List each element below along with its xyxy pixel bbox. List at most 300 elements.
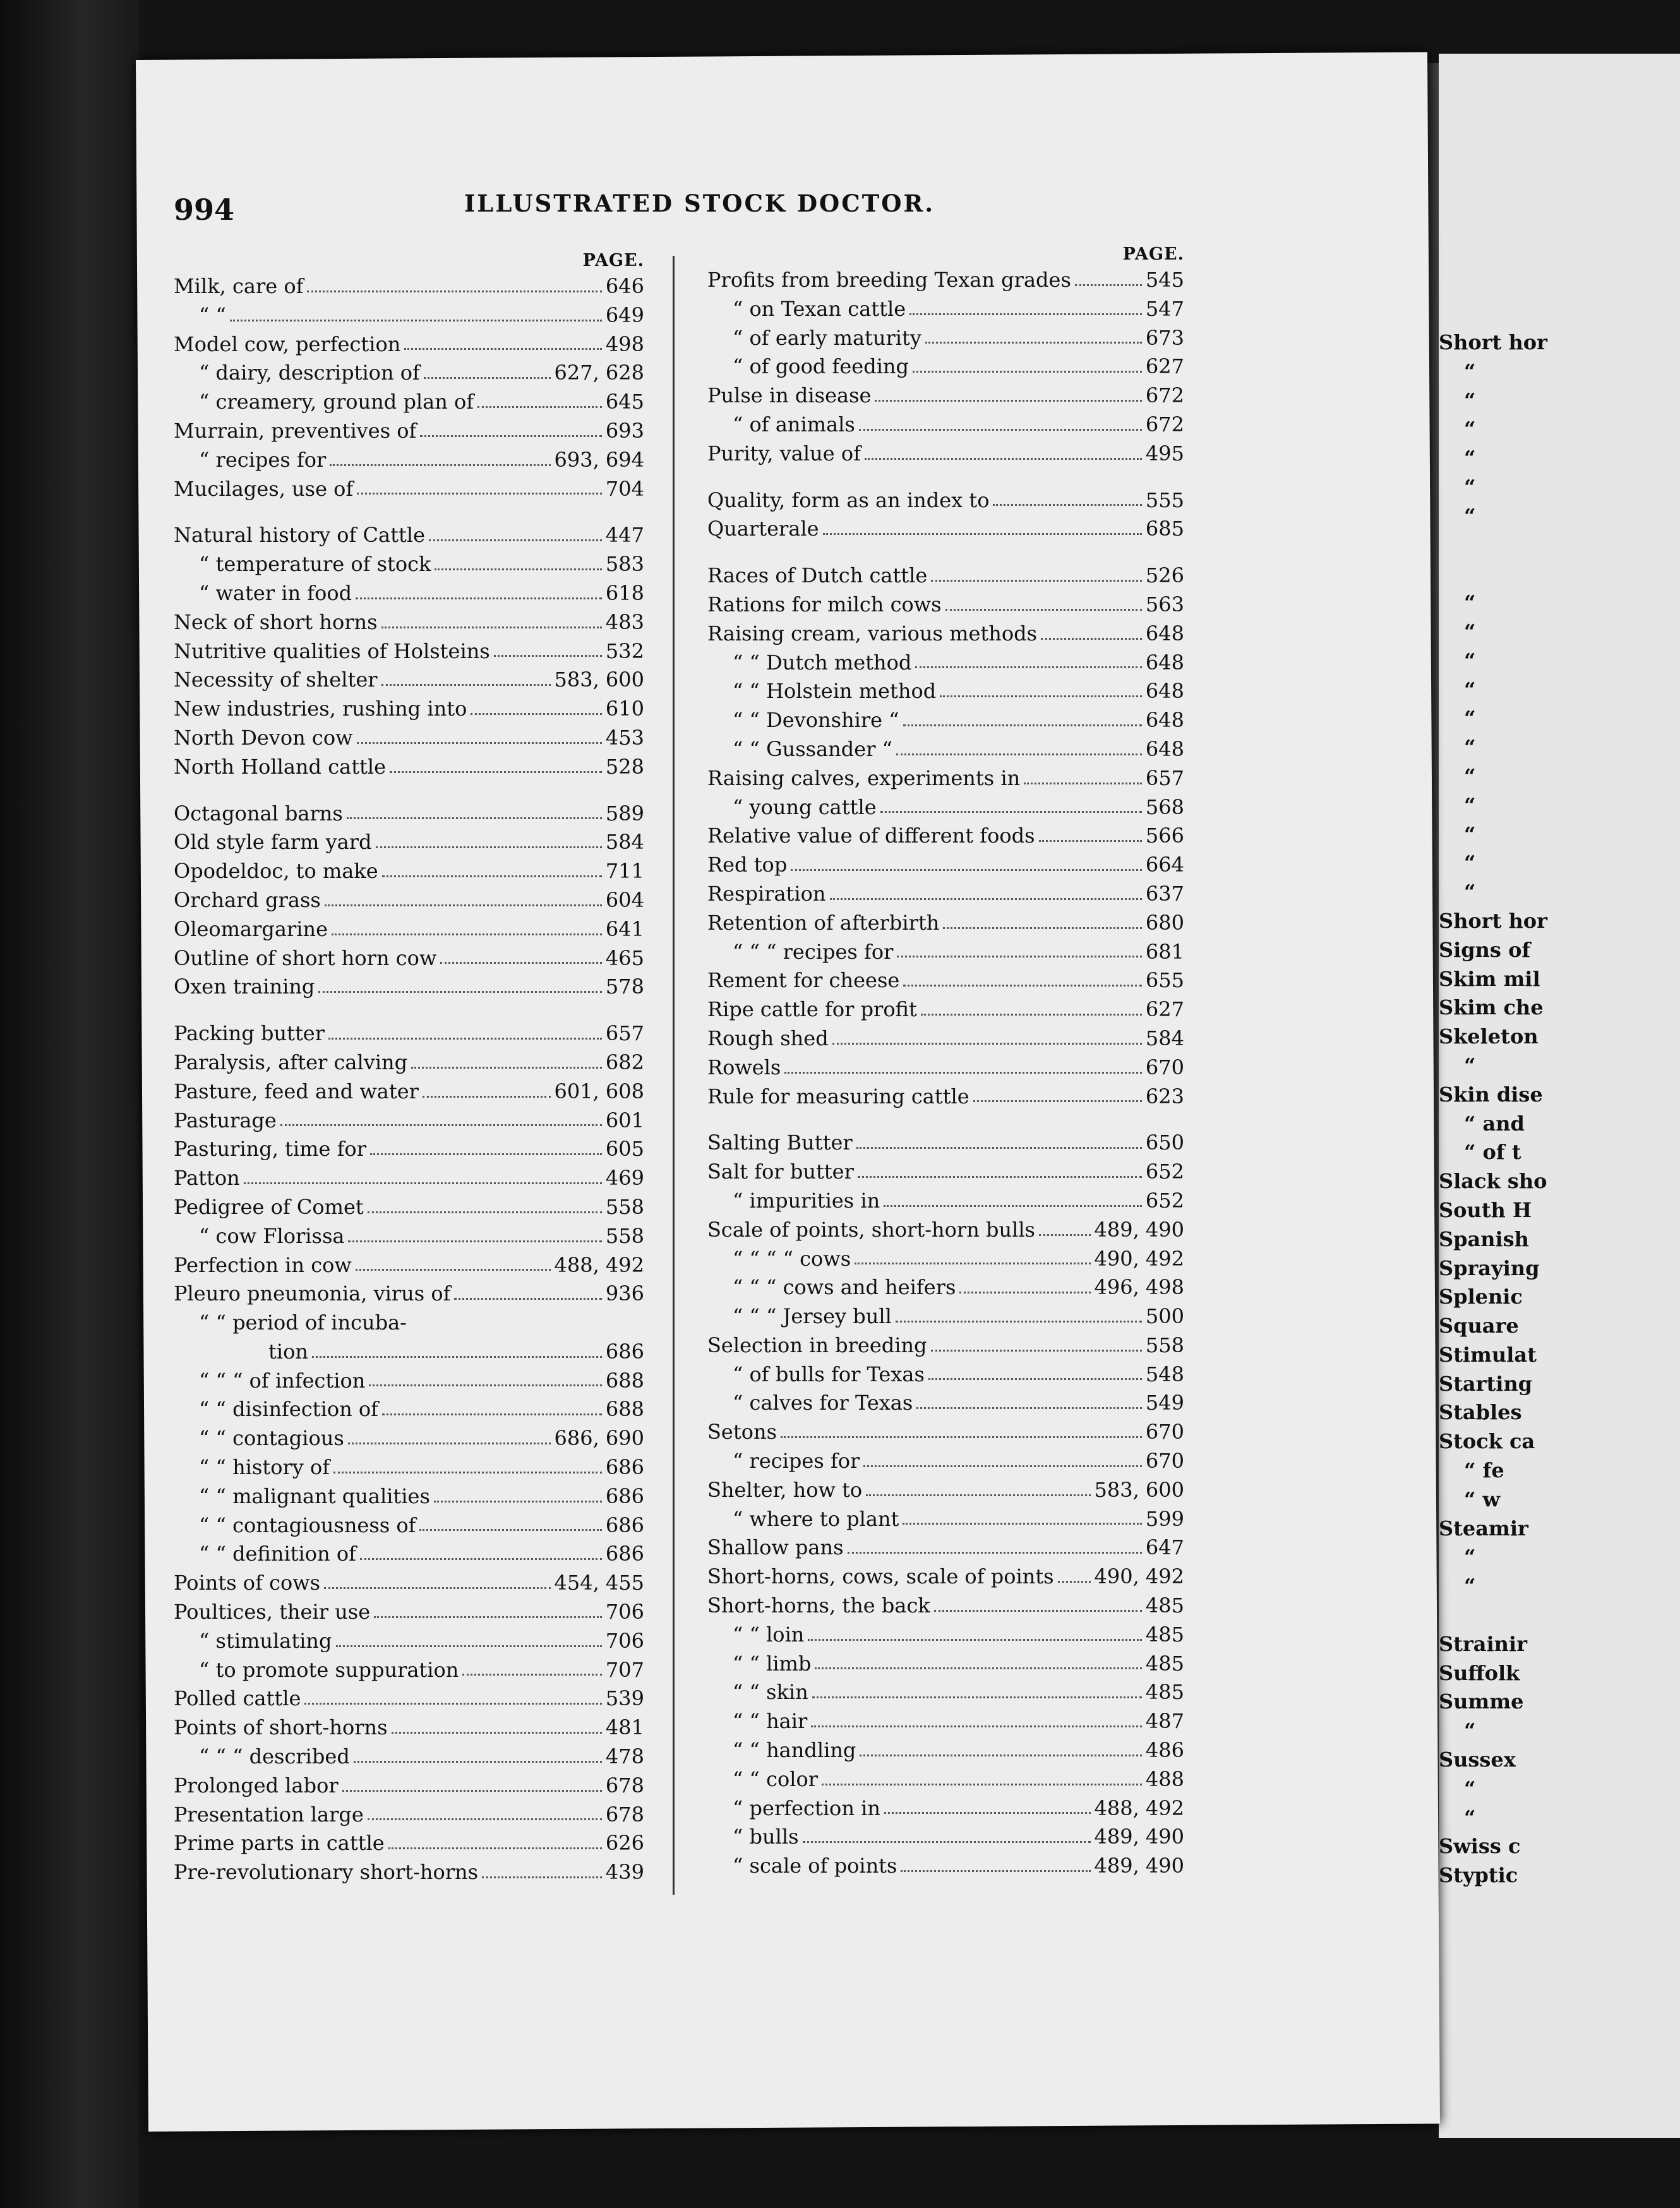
facing-page-fragment: “ <box>1464 503 1476 528</box>
entry-text: Presentation large <box>174 1802 364 1827</box>
index-entry <box>707 295 1184 324</box>
entry-text: “ “ “ recipes for <box>733 939 894 964</box>
dot-leader <box>832 1024 1142 1045</box>
index-entry <box>707 851 1184 880</box>
entry-page-number: 488, 492 <box>554 1252 644 1277</box>
entry-page-number: 547 <box>1145 296 1184 321</box>
index-entry <box>174 1424 644 1453</box>
dot-leader <box>903 966 1142 987</box>
entry-text: “ “ “ described <box>199 1744 350 1769</box>
index-entry <box>174 1164 644 1193</box>
dot-leader <box>856 1129 1142 1149</box>
dot-leader <box>347 800 602 820</box>
entry-text: “ where to plant <box>733 1506 899 1531</box>
dot-leader <box>333 1453 602 1473</box>
index-entry <box>707 1794 1184 1823</box>
entry-page-number: 528 <box>605 754 644 779</box>
dot-leader <box>330 446 550 466</box>
entry-page-number: 686 <box>605 1484 644 1508</box>
entry-page-number: 454, 455 <box>554 1571 644 1595</box>
entry-page-number: 485 <box>1145 1593 1184 1618</box>
dot-leader <box>866 1476 1090 1496</box>
facing-page-fragment: Skin dise <box>1439 1082 1543 1107</box>
index-entry <box>174 579 644 608</box>
facing-page-fragment: Stables <box>1439 1400 1522 1425</box>
entry-page-number: 488 <box>1145 1767 1184 1791</box>
dot-leader <box>863 1447 1142 1467</box>
index-entry <box>707 486 1184 515</box>
entry-page-number: 548 <box>1145 1362 1184 1386</box>
facing-page-fragment: “ <box>1464 474 1476 499</box>
entry-text: Perfection in cow <box>174 1252 352 1277</box>
entry-page-number: 645 <box>605 390 644 414</box>
dot-leader <box>381 666 551 686</box>
dot-leader <box>993 486 1141 507</box>
dot-leader <box>354 1743 602 1763</box>
entry-page-number: 485 <box>1145 1622 1184 1647</box>
facing-page-fragment: Short hor <box>1439 908 1547 933</box>
entry-text: “ impurities in <box>733 1188 880 1213</box>
index-entry <box>707 1331 1184 1360</box>
dot-leader <box>318 973 602 993</box>
index-entry <box>707 352 1184 381</box>
entry-text: Shallow pans <box>707 1535 844 1560</box>
dot-leader <box>1039 1216 1091 1236</box>
facing-page-fragment: Skeleton <box>1439 1024 1539 1049</box>
entry-page-number: 568 <box>1145 795 1184 819</box>
entry-page-number: 936 <box>605 1281 644 1306</box>
entry-text: “ of good feeding <box>733 354 909 379</box>
index-entry <box>174 915 644 944</box>
facing-page-fragment: Splenic <box>1439 1285 1523 1309</box>
dot-leader <box>1041 620 1142 640</box>
index-entry <box>174 608 644 637</box>
index-entry <box>707 1592 1184 1621</box>
entry-text: “ “ definition of <box>199 1542 356 1566</box>
entry-page-number: 485 <box>1145 1680 1184 1705</box>
index-entry <box>707 1389 1184 1418</box>
entry-text: “ “ disinfection of <box>199 1397 378 1422</box>
index-entry <box>707 515 1184 544</box>
facing-page-fragment: Styptic <box>1439 1863 1518 1888</box>
dot-leader <box>928 1360 1142 1381</box>
dot-leader <box>865 440 1142 460</box>
facing-page-fragment: “ <box>1464 1053 1476 1077</box>
facing-page-fragment: “ and <box>1464 1111 1525 1136</box>
index-entry <box>707 938 1184 967</box>
dot-leader <box>921 995 1142 1016</box>
entry-text: Oleomargarine <box>174 916 328 941</box>
entry-text: Milk, care of <box>174 274 304 298</box>
index-entry <box>174 973 644 1002</box>
dot-leader <box>823 515 1142 535</box>
index-entry <box>707 1083 1184 1112</box>
index-entry <box>174 1251 644 1280</box>
entry-page-number: 670 <box>1145 1449 1184 1473</box>
dot-leader <box>368 1193 602 1213</box>
dot-leader <box>368 1801 602 1821</box>
entry-text: “ “ period of incuba- <box>199 1311 407 1335</box>
entry-text: Red top <box>707 853 788 877</box>
index-entry <box>707 1187 1184 1216</box>
facing-page-fragment: “ <box>1464 1719 1476 1743</box>
index-entry <box>707 440 1184 469</box>
entry-text: “ “ Devonshire “ <box>733 708 899 733</box>
entry-text: Opodeldoc, to make <box>174 859 378 884</box>
entry-text: Pleuro pneumonia, virus of <box>174 1281 451 1306</box>
entry-page-number: 704 <box>605 476 644 501</box>
entry-page-number: 601 <box>605 1108 644 1132</box>
dot-leader <box>875 381 1141 402</box>
entry-text: Necessity of shelter <box>174 668 378 692</box>
facing-page-fragment: Short hor <box>1439 330 1547 354</box>
entry-page-number: 526 <box>1145 563 1184 588</box>
entry-text: Prime parts in cattle <box>174 1831 385 1856</box>
index-entry <box>707 706 1184 735</box>
dot-leader <box>897 938 1142 958</box>
facing-page-fragment: “ <box>1464 851 1476 875</box>
entry-text: Pasturage <box>174 1108 277 1132</box>
entry-page-number: 641 <box>605 916 644 941</box>
entry-text: “ “ contagious <box>199 1426 344 1451</box>
entry-page-number: 618 <box>605 580 644 605</box>
page-column-label: PAGE. <box>582 251 644 270</box>
entry-page-number: 678 <box>605 1802 644 1827</box>
dot-leader <box>376 828 602 848</box>
index-entry <box>707 1736 1184 1765</box>
entry-text: Shelter, how to <box>707 1477 863 1502</box>
index-entry <box>174 1077 644 1107</box>
entry-page-number: 490, 492 <box>1094 1246 1184 1271</box>
index-entry <box>174 886 644 915</box>
entry-text: Salt for butter <box>707 1160 854 1184</box>
entry-page-number: 681 <box>1145 939 1184 964</box>
index-entry <box>174 753 644 782</box>
entry-page-number: 489, 490 <box>1094 1854 1184 1878</box>
dot-leader <box>404 330 602 351</box>
index-entry <box>707 1765 1184 1794</box>
index-entry <box>174 1338 644 1367</box>
entry-page-number: 686 <box>605 1542 644 1566</box>
facing-page-fragment: “ <box>1464 1805 1476 1830</box>
index-entry <box>707 1302 1184 1331</box>
column-divider <box>673 256 675 1895</box>
entry-page-number: 711 <box>605 859 644 884</box>
dot-leader <box>454 1280 601 1300</box>
entry-text: “ scale of points <box>733 1854 897 1878</box>
dot-leader <box>903 706 1142 726</box>
entry-text: Short-horns, the back <box>707 1593 930 1618</box>
facing-page-fragment: “ <box>1464 417 1476 441</box>
dot-leader <box>424 359 551 379</box>
entry-page-number: 599 <box>1145 1506 1184 1531</box>
facing-page-fragment: Skim che <box>1439 995 1544 1020</box>
index-entry <box>174 1569 644 1598</box>
entry-text: Pulse in disease <box>707 383 872 408</box>
entry-text: Rule for measuring cattle <box>707 1084 969 1108</box>
entry-text: “ stimulating <box>199 1628 332 1653</box>
index-entry <box>707 591 1184 620</box>
facing-page-fragment: “ <box>1464 793 1476 817</box>
index-entry <box>174 1135 644 1164</box>
entry-page-number: 680 <box>1145 910 1184 935</box>
entry-text: “ water in food <box>199 580 352 605</box>
entry-page-number: 670 <box>1145 1420 1184 1444</box>
index-entry <box>174 550 644 579</box>
dot-leader <box>494 637 602 657</box>
entry-text: Poultices, their use <box>174 1600 371 1624</box>
index-entry <box>707 1158 1184 1187</box>
dot-leader <box>411 1048 602 1069</box>
index-entry <box>174 1858 644 1887</box>
entry-page-number: 589 <box>605 801 644 825</box>
index-entry <box>707 1216 1184 1245</box>
entry-page-number: 686 <box>605 1513 644 1537</box>
entry-page-number: 483 <box>605 609 644 634</box>
index-entry <box>707 1852 1184 1881</box>
index-entry <box>707 1024 1184 1053</box>
index-entry <box>707 1533 1184 1563</box>
entry-text: Old style farm yard <box>174 830 372 855</box>
entry-page-number: 650 <box>1145 1131 1184 1155</box>
index-entry <box>707 649 1184 678</box>
dot-leader <box>848 1533 1142 1554</box>
dot-leader <box>440 944 602 964</box>
index-entry <box>174 800 644 829</box>
entry-text: Mucilages, use of <box>174 476 354 501</box>
dot-leader <box>369 1367 602 1387</box>
entry-text: Purity, value of <box>707 441 861 465</box>
entry-page-number: 627 <box>1145 997 1184 1022</box>
index-entry <box>174 1048 644 1077</box>
index-entry <box>174 388 644 417</box>
entry-text: Rement for cheese <box>707 968 900 993</box>
entry-page-number: 648 <box>1145 679 1184 704</box>
page-column-label: PAGE. <box>1122 244 1184 264</box>
entry-page-number: 637 <box>1145 881 1184 906</box>
dot-leader <box>925 324 1142 344</box>
dot-leader <box>382 857 602 877</box>
facing-page-fragment: “ <box>1464 1776 1476 1801</box>
dot-leader <box>916 1389 1142 1409</box>
facing-page-fragment: “ <box>1464 446 1476 471</box>
index-entry <box>174 1656 644 1685</box>
dot-leader <box>931 1331 1142 1352</box>
entry-page-number: 647 <box>1145 1535 1184 1560</box>
facing-page-fragment: Sussex <box>1439 1748 1516 1772</box>
entry-page-number: 583, 600 <box>554 668 644 692</box>
entry-page-number: 688 <box>605 1397 644 1422</box>
index-entry <box>174 1743 644 1772</box>
entry-page-number: 500 <box>1145 1304 1184 1329</box>
entry-page-number: 648 <box>1145 650 1184 675</box>
index-entry <box>174 1829 644 1858</box>
index-entry <box>707 1505 1184 1534</box>
entry-text: “ “ contagiousness of <box>199 1513 416 1537</box>
entry-page-number: 555 <box>1145 488 1184 512</box>
index-entry <box>174 857 644 886</box>
entry-page-number: 496, 498 <box>1094 1275 1184 1300</box>
dot-leader <box>312 1338 602 1358</box>
index-entry <box>707 411 1184 440</box>
index-entry <box>174 1280 644 1309</box>
facing-page-fragment: “ of t <box>1464 1140 1521 1165</box>
entry-text: Rowels <box>707 1055 781 1079</box>
entry-text: North Holland cattle <box>174 754 387 779</box>
index-entry <box>707 1360 1184 1389</box>
entry-text: “ “ Gussander “ <box>733 736 893 761</box>
dot-leader <box>348 1222 601 1242</box>
dot-leader <box>931 561 1142 582</box>
dot-leader <box>1058 1563 1091 1583</box>
index-entry <box>174 1540 644 1569</box>
entry-text: Profits from breeding Texan grades <box>707 268 1071 292</box>
index-entry <box>174 944 644 973</box>
facing-page-fragment: “ <box>1464 619 1476 644</box>
dot-leader <box>328 1019 602 1040</box>
dot-leader <box>477 388 602 408</box>
dot-leader <box>943 909 1142 929</box>
facing-page-fragment: Spanish <box>1439 1227 1529 1251</box>
index-entry <box>174 1684 644 1713</box>
entry-page-number: 706 <box>605 1600 644 1624</box>
entry-page-number: 648 <box>1145 708 1184 733</box>
entry-text: “ calves for Texas <box>733 1391 913 1415</box>
entry-page-number: 682 <box>605 1050 644 1074</box>
index-entry <box>174 1309 644 1338</box>
facing-page-fragment <box>1439 531 1680 560</box>
dot-leader <box>903 1505 1141 1525</box>
entry-page-number: 539 <box>605 1686 644 1711</box>
index-entry <box>707 1707 1184 1736</box>
facing-page-fragment: Slack sho <box>1439 1169 1547 1194</box>
page-number: 994 <box>174 193 235 227</box>
entry-page-number: 487 <box>1145 1709 1184 1734</box>
entry-page-number: 646 <box>605 274 644 298</box>
entry-text: Races of Dutch cattle <box>707 563 928 588</box>
entry-text: New industries, rushing into <box>174 697 467 721</box>
entry-text: “ to promote suppuration <box>199 1657 459 1682</box>
entry-text: Relative value of different foods <box>707 824 1035 848</box>
index-entry <box>174 724 644 753</box>
entry-text: tion <box>268 1339 308 1364</box>
dot-leader <box>896 1302 1142 1323</box>
entry-page-number: 566 <box>1145 824 1184 848</box>
index-entry <box>174 1193 644 1222</box>
entry-text: Nutritive qualities of Holsteins <box>174 639 490 663</box>
entry-text: “ bulls <box>733 1825 799 1849</box>
index-entry <box>707 1563 1184 1592</box>
index-entry <box>707 995 1184 1024</box>
entry-text: “ perfection in <box>733 1796 880 1820</box>
entry-page-number: 583 <box>605 552 644 577</box>
entry-page-number: 627, 628 <box>554 361 644 385</box>
index-entry <box>174 1453 644 1482</box>
entry-text: Points of cows <box>174 1571 321 1595</box>
facing-page-fragment: “ <box>1464 764 1476 788</box>
facing-page-fragment: Stock ca <box>1439 1429 1535 1454</box>
dot-leader <box>462 1656 602 1676</box>
facing-page-fragment: “ <box>1464 388 1476 412</box>
entry-text: “ young cattle <box>733 795 877 819</box>
entry-text: “ on Texan cattle <box>733 296 906 321</box>
index-entry <box>174 666 644 695</box>
index-entry <box>707 1476 1184 1505</box>
dot-leader <box>940 677 1142 697</box>
entry-page-number: 688 <box>605 1368 644 1393</box>
facing-page-fragment: “ <box>1464 880 1476 904</box>
index-entry <box>174 359 644 388</box>
facing-page-fragment: South H <box>1439 1197 1532 1222</box>
facing-page-fragment: Steamir <box>1439 1516 1528 1540</box>
index-entry <box>707 1650 1184 1679</box>
entry-text: Prolonged labor <box>174 1773 339 1797</box>
entry-text: Short-horns, cows, scale of points <box>707 1564 1054 1589</box>
facing-page-fragment: Spraying <box>1439 1256 1540 1280</box>
dot-leader <box>808 1621 1142 1641</box>
entry-page-number: 623 <box>1145 1084 1184 1108</box>
index-entry <box>174 272 644 301</box>
entry-text: “ of bulls for Texas <box>733 1362 925 1386</box>
entry-page-number: 652 <box>1145 1188 1184 1213</box>
entry-text: Model cow, perfection <box>174 332 401 356</box>
entry-text: Rough shed <box>707 1026 829 1050</box>
dot-leader <box>784 1053 1142 1074</box>
entry-page-number: 545 <box>1145 268 1184 292</box>
entry-text: Points of short-horns <box>174 1715 388 1740</box>
dot-leader <box>332 915 602 935</box>
facing-page-fragment: “ w <box>1464 1487 1501 1511</box>
entry-text: “ recipes for <box>199 447 327 472</box>
dot-leader <box>342 1772 602 1792</box>
index-entry <box>707 880 1184 909</box>
dot-leader <box>858 1158 1142 1178</box>
index-column-right <box>707 243 1184 1881</box>
index-entry <box>707 1245 1184 1274</box>
entry-page-number: 584 <box>605 830 644 855</box>
index-entry <box>707 793 1184 822</box>
index-entry <box>174 446 644 475</box>
entry-text: Octagonal barns <box>174 801 343 825</box>
entry-page-number: 558 <box>1145 1333 1184 1357</box>
entry-text: “ “ loin <box>733 1622 805 1647</box>
index-entry <box>707 1053 1184 1083</box>
entry-text: Rations for milch cows <box>707 592 942 616</box>
facing-page-fragment: “ <box>1464 1545 1476 1569</box>
entry-page-number: 532 <box>605 639 644 663</box>
dot-leader <box>370 1135 602 1155</box>
index-entry <box>707 677 1184 706</box>
index-entry <box>174 1511 644 1540</box>
dot-leader <box>859 411 1142 431</box>
index-entry <box>174 1801 644 1830</box>
entry-text: North Devon cow <box>174 725 353 750</box>
entry-page-number: 488, 492 <box>1094 1796 1184 1820</box>
index-entry <box>174 1395 644 1424</box>
dot-leader <box>434 1482 602 1503</box>
entry-page-number: 490, 492 <box>1094 1564 1184 1589</box>
dot-leader <box>973 1083 1142 1103</box>
dot-leader <box>1075 266 1142 286</box>
facing-page-fragment: Signs of <box>1439 937 1531 962</box>
entry-text: “ “ “ of infection <box>199 1368 366 1393</box>
index-entry <box>174 1222 644 1251</box>
index-entry <box>707 1621 1184 1650</box>
dot-leader <box>230 301 602 321</box>
facing-page-fragment: “ <box>1464 735 1476 760</box>
dot-leader <box>348 1424 551 1444</box>
facing-page-fragment: Square <box>1439 1314 1519 1338</box>
